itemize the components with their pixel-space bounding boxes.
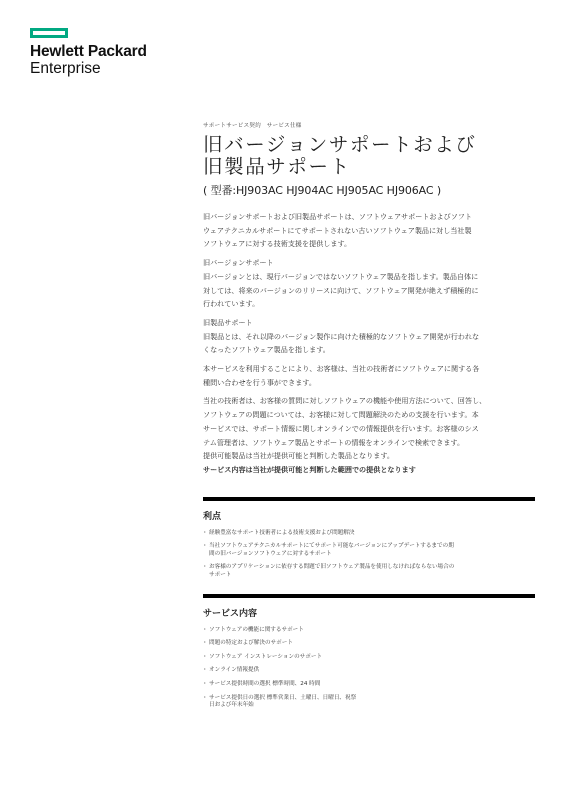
text-line: 対しては、将来のバージョンのリリースに向けて、ソフトウェア開発が絶えず積極的に	[203, 285, 479, 295]
text-line: 旧バージョンとは、現行バージョンではないソフトウェア製品を指します。製品自体に	[203, 271, 479, 281]
text-line: 提供可能製品は当社が提供可能と判断した製品となります。	[203, 451, 394, 461]
logo-text-line1: Hewlett Packard	[30, 43, 147, 60]
text-line: 種問い合わせを行う事ができます。	[203, 377, 316, 387]
list-item: ・ サービス提供日の選択 標準営業日、土曜日、日曜日、祝祭 日および年末年始	[203, 695, 535, 710]
old-product-block	[203, 316, 535, 357]
title-line: 旧バージョンサポートおよび	[203, 133, 477, 156]
usage-paragraph	[203, 362, 535, 389]
old-version-block	[203, 256, 535, 311]
old-version-heading: 旧バージョンサポート	[203, 258, 274, 268]
logo-green-rectangle-icon	[30, 28, 68, 38]
list-item: ・ 問題の特定および解決のサポート	[203, 640, 535, 648]
text-line: くなったソフトウェア製品を指します。	[203, 345, 330, 355]
section-divider	[203, 594, 535, 598]
logo-text-line2: Enterprise	[30, 60, 101, 77]
text-line: テム管理者は、ソフトウェア製品とサポートの情報をオンラインで検索できます。	[203, 437, 465, 447]
page-title	[203, 134, 535, 178]
technician-paragraph	[203, 394, 535, 476]
text-line: 旧バージョンサポートおよび旧製品サポートは、ソフトウェアサポートおよびソフト	[203, 212, 472, 221]
old-product-heading: 旧製品サポート	[203, 317, 253, 327]
list-item: ・ 当社ソフトウェアテクニカルサポートにてサポート可能なバージョンにアップデートするまでの期 間の旧バージョンソフトウェアに対するサポート	[203, 543, 535, 558]
text-line: サービスでは、サポート情報に関しオンラインでの情報提供を行います。お客様のシス	[203, 423, 479, 433]
list-item: ・ お客様のアプリケーションに依存する問題で旧ソフトウェア製品を使用しなければならない場合の サポート	[203, 564, 535, 579]
list-item: ・ サービス提供時間の選択 標準時間、24 時間	[203, 681, 535, 689]
list-item: ・ オンライン情報提供	[203, 667, 535, 675]
hpe-logo	[30, 28, 147, 77]
service-title: サービス内容	[203, 608, 258, 619]
main-content	[203, 121, 535, 716]
text-line: ソフトウェアに対する技術支援を提供します。	[203, 239, 352, 249]
service-list	[203, 627, 535, 710]
list-item: ・ 経験豊富なサポート技術者による技術支援および問題解決	[203, 530, 535, 538]
benefits-title: 利点	[203, 511, 222, 522]
eyebrow: サポートサービス契約 サービス仕様	[203, 123, 302, 129]
title-line: 旧製品サポート	[203, 155, 351, 178]
text-line: 本サービスを利用することにより、お客様は、当社の技術者にソフトウェアに関する各	[203, 364, 480, 374]
benefits-list	[203, 530, 535, 580]
text-line: 旧製品とは、それ以降のバージョン製作に向けた積極的なソフトウェア開発が行われな	[203, 331, 480, 341]
text-line: 行われています。	[203, 299, 260, 309]
text-line: 当社の技術者は、お客様の質問に対しソフトウェアの機能や使用方法について、回答し、	[203, 396, 487, 406]
section-divider	[203, 497, 535, 501]
intro-paragraph	[203, 210, 535, 251]
text-line: ウェアテクニカルサポートにてサポートされない古いソフトウェア製品に対し当社製	[203, 225, 472, 235]
list-item: ・ ソフトウェア インストレーションのサポート	[203, 654, 535, 662]
bold-note: サービス内容は当社が提供可能と判断した範囲での提供となります	[203, 464, 416, 474]
list-item: ・ ソフトウェアの機能に関するサポート	[203, 627, 535, 635]
text-line: ソフトウェアの問題については、お客様に対して問題解決のための支援を行います。本	[203, 410, 479, 420]
model-numbers: ( 型番:HJ903AC HJ904AC HJ905AC HJ906AC )	[203, 184, 442, 197]
